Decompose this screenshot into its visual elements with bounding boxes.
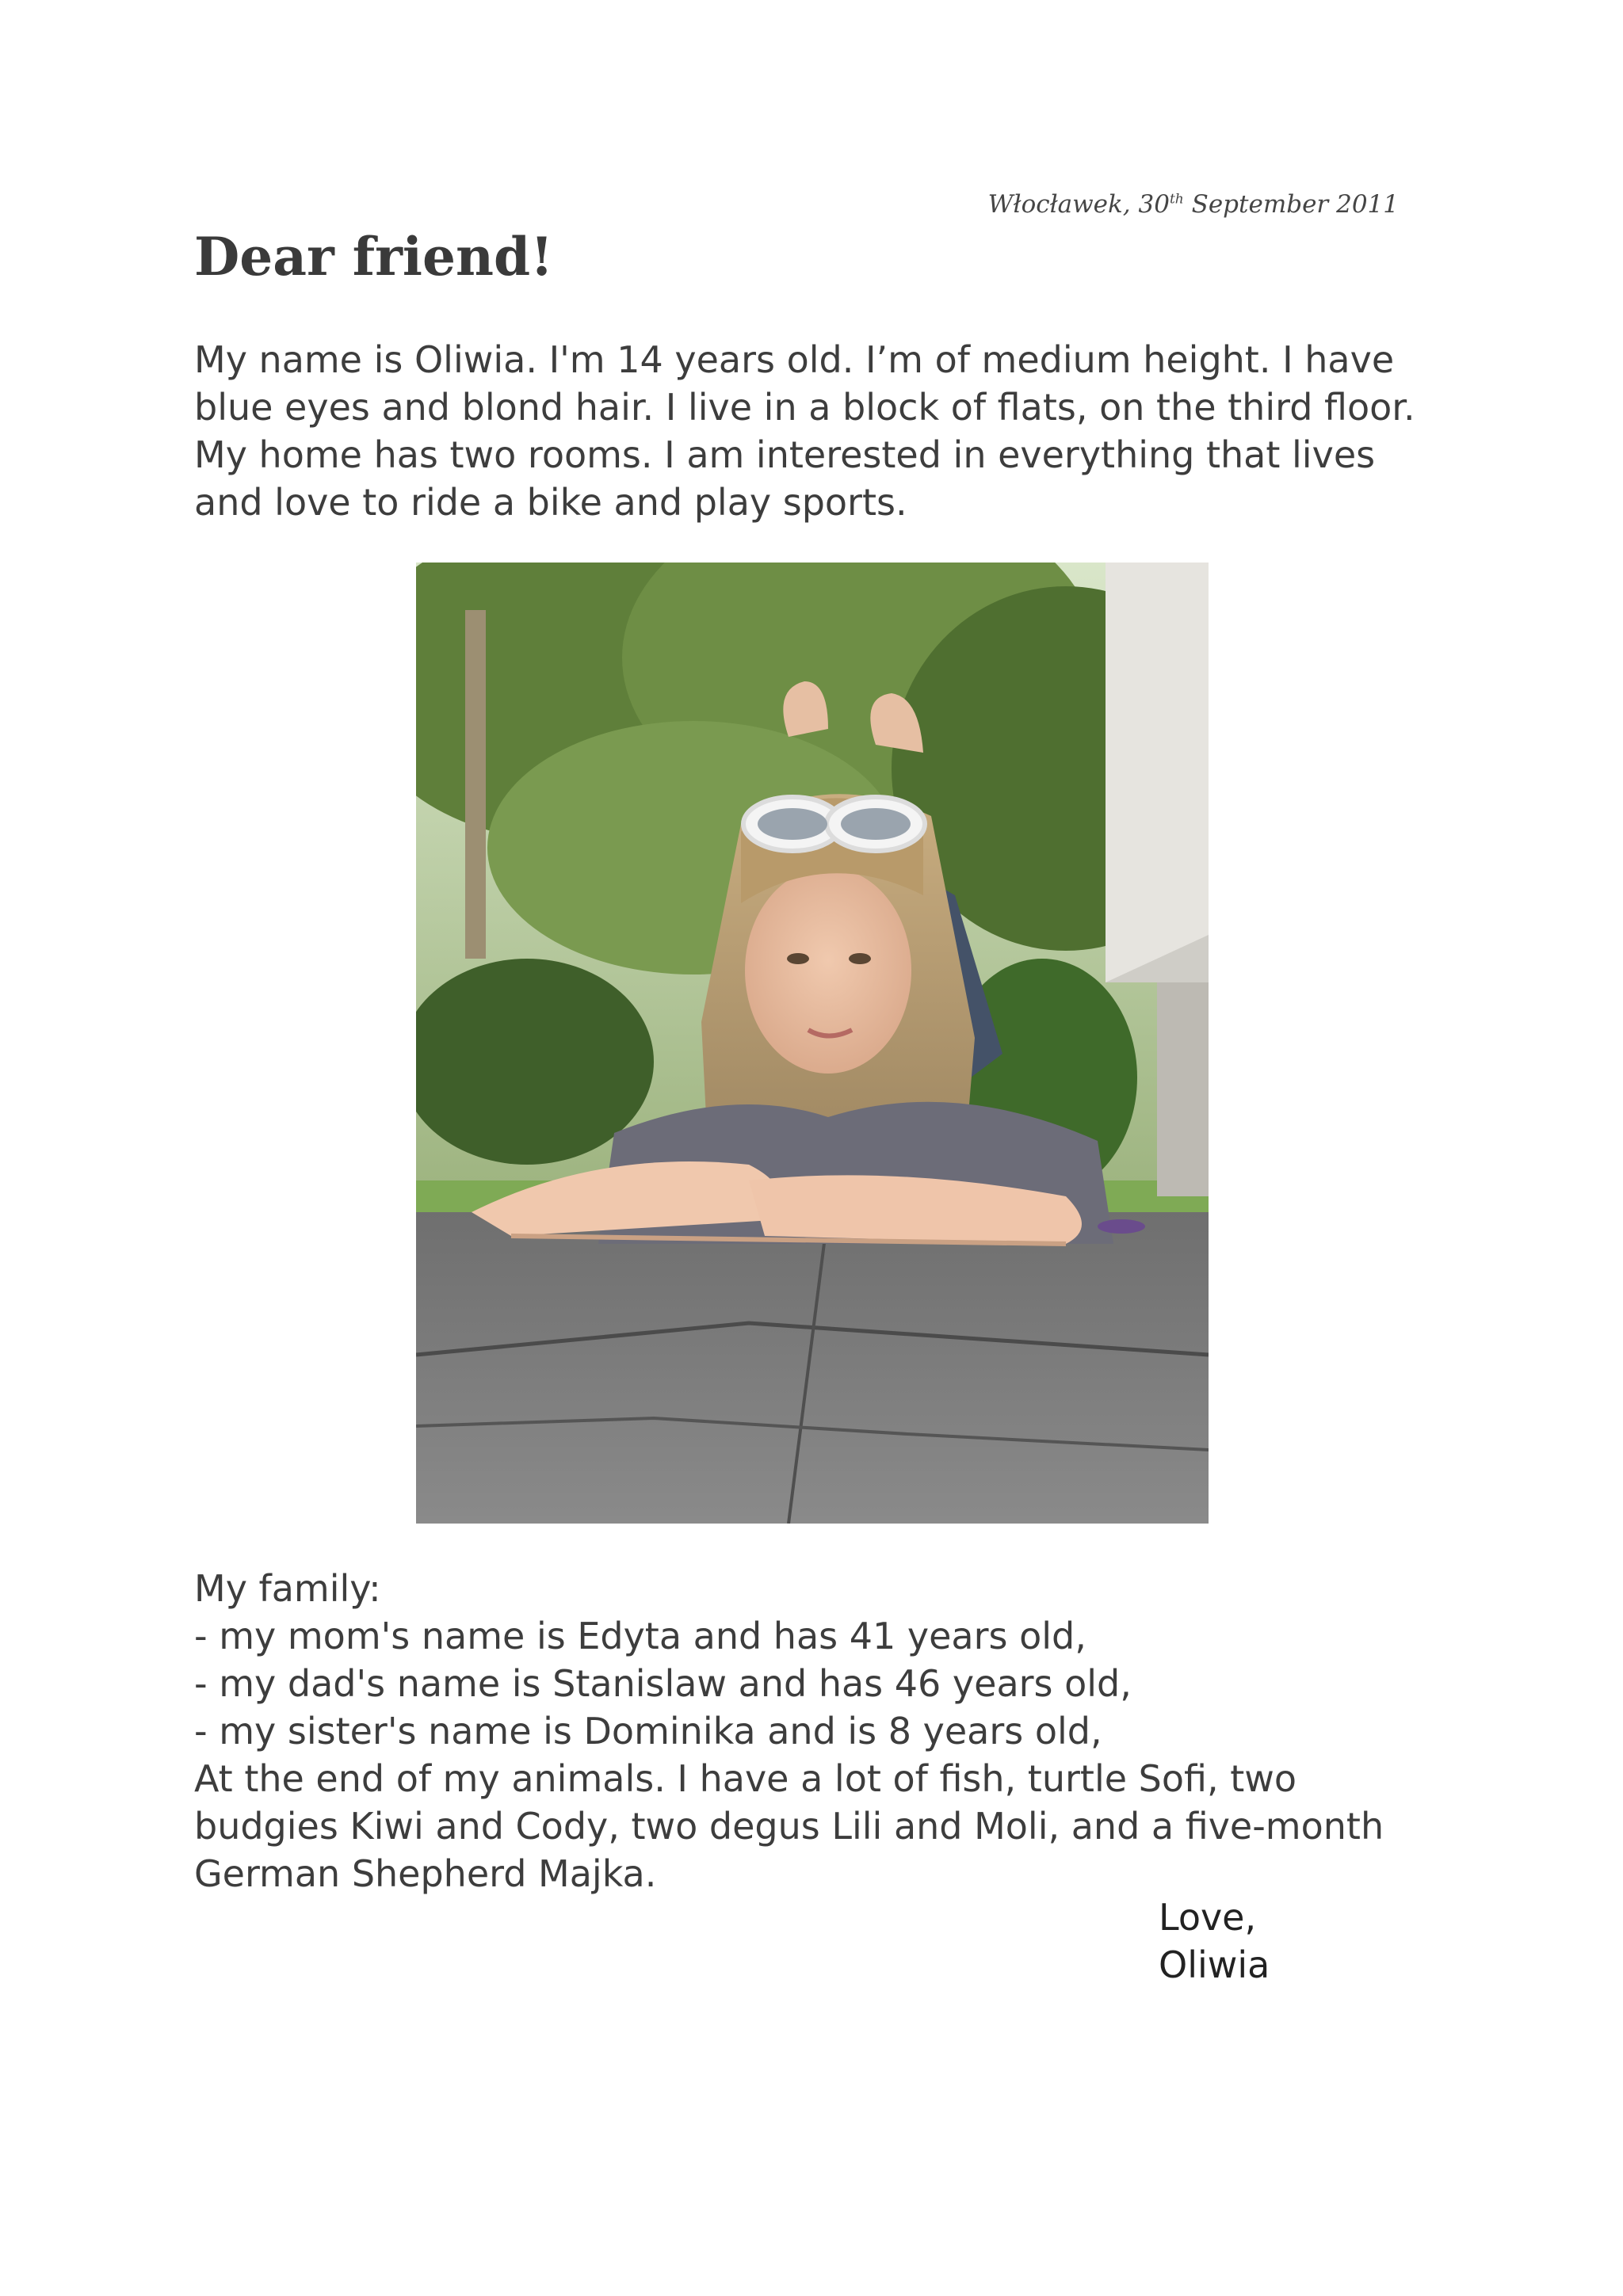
family-line: My family:: [194, 1567, 381, 1610]
place-and-date: Włocławek, 30th September 2011: [987, 190, 1399, 219]
closing-block: [1159, 1894, 1270, 1989]
signature: Oliwia: [1159, 1943, 1270, 1986]
family-line: - my dad's name is Stanislaw and has 46 years old,: [194, 1662, 1132, 1705]
intro-line: and love to ride a bike and play sports.: [194, 481, 907, 524]
family-line: At the end of my animals. I have a lot of fish, turtle Sofi, two: [194, 1757, 1297, 1800]
greeting-heading: Dear friend!: [194, 226, 554, 288]
intro-line: My name is Oliwia. I'm 14 years old. I’m of medium height. I have: [194, 338, 1395, 381]
family-paragraph: [194, 1565, 1430, 1897]
family-line: - my mom's name is Edyta and has 41 years old,: [194, 1615, 1086, 1657]
intro-line: blue eyes and blond hair. I live in a block of flats, on the third floor.: [194, 386, 1415, 429]
family-line: - my sister's name is Dominika and is 8 years old,: [194, 1710, 1102, 1753]
family-line: German Shepherd Majka.: [194, 1852, 657, 1895]
portrait-photo: [416, 563, 1209, 1524]
family-line: budgies Kiwi and Cody, two degus Lili and Moli, and a five-month: [194, 1805, 1384, 1848]
closing-phrase: Love,: [1159, 1896, 1257, 1939]
intro-paragraph: [194, 336, 1430, 526]
intro-line: My home has two rooms. I am interested in everything that lives: [194, 433, 1376, 476]
